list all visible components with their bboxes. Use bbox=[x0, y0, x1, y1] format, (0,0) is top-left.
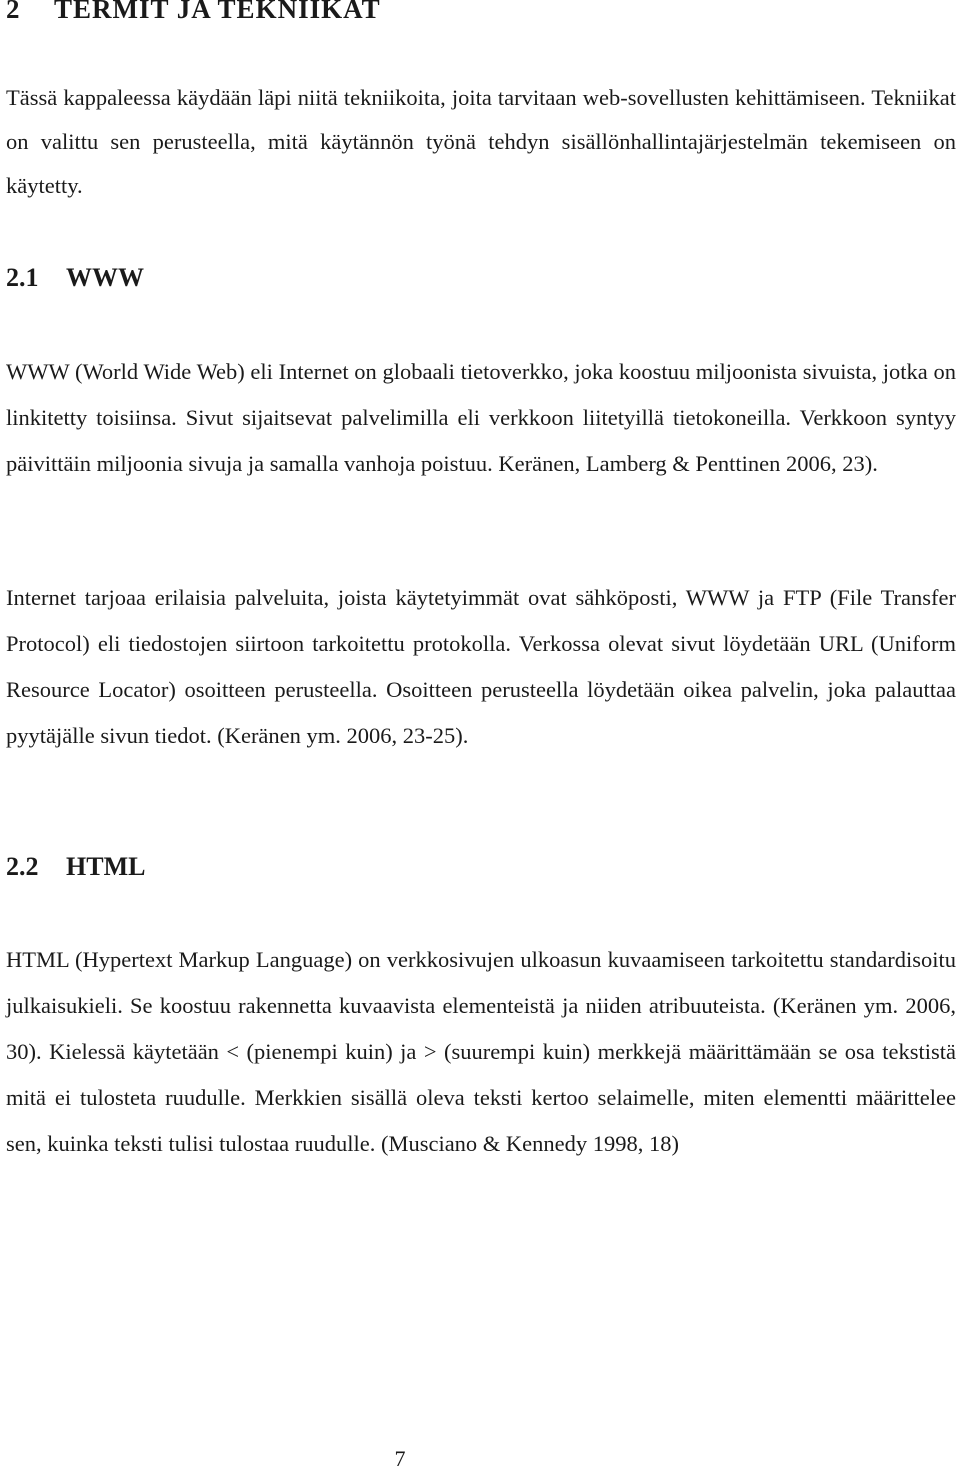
section-title: HTML bbox=[66, 852, 146, 881]
chapter-number: 2 bbox=[6, 0, 21, 24]
www-paragraph-2: Internet tarjoaa erilaisia palveluita, joista käytetyimmät ovat sähköposti, WWW ja FTP (File Transfer Protocol) eli tiedostojen siirtoon tarkoitettu protokolla. Verkossa olevat sivut löydetään URL (Uniform Resource Locator) osoitteen perusteella. Osoitteen perusteella löydetään oikea palvelin, joka palauttaa pyytäjälle sivun tiedot. (Keränen ym. 2006, 23-25). bbox=[6, 585, 956, 748]
section-number: 2.2 bbox=[6, 852, 39, 881]
www-paragraph-1: WWW (World Wide Web) eli Internet on globaali tietoverkko, joka koostuu miljoonista sivuista, jotka on linkitetty toisiinsa. Sivut sijaitsevat palvelimilla eli verkkoon liitetyillä tietokoneilla. Verkkoon syntyy päivittäin miljoonia sivuja ja samalla vanhoja poistuu. Keränen, Lamberg & Penttinen 2006, 23). bbox=[6, 359, 956, 476]
section-title: WWW bbox=[66, 263, 144, 292]
page-number: 7 bbox=[394, 1446, 406, 1471]
section-heading-html bbox=[6, 852, 145, 882]
section-heading-www bbox=[6, 263, 144, 293]
chapter-heading bbox=[6, 0, 381, 25]
intro-paragraph: Tässä kappaleessa käydään läpi niitä tekniikoita, joita tarvitaan web-sovellusten kehittämiseen. Tekniikat on valittu sen perusteella, mitä käytännön työnä tehdyn sisällönhallintajärjestelmän tekemiseen on käytetty. bbox=[6, 85, 956, 198]
chapter-title: TERMIT JA TEKNIIKAT bbox=[54, 0, 381, 24]
html-paragraph-1: HTML (Hypertext Markup Language) on verkkosivujen ulkoasun kuvaamiseen tarkoitettu standardisoitu julkaisukieli. Se koostuu rakennetta kuvaavista elementeistä ja niiden atribuuteista. (Keränen ym. 2006, 30). Kielessä käytetään < (pienempi kuin) ja > (suurempi kuin) merkkejä määrittämään se osa tekstistä mitä ei tulosteta ruudulle. Merkkien sisällä oleva teksti kertoo selaimelle, miten elementti määrittelee sen, kuinka teksti tulisi tulostaa ruudulle. (Musciano & Kennedy 1998, 18) bbox=[6, 947, 956, 1156]
section-number: 2.1 bbox=[6, 263, 39, 292]
